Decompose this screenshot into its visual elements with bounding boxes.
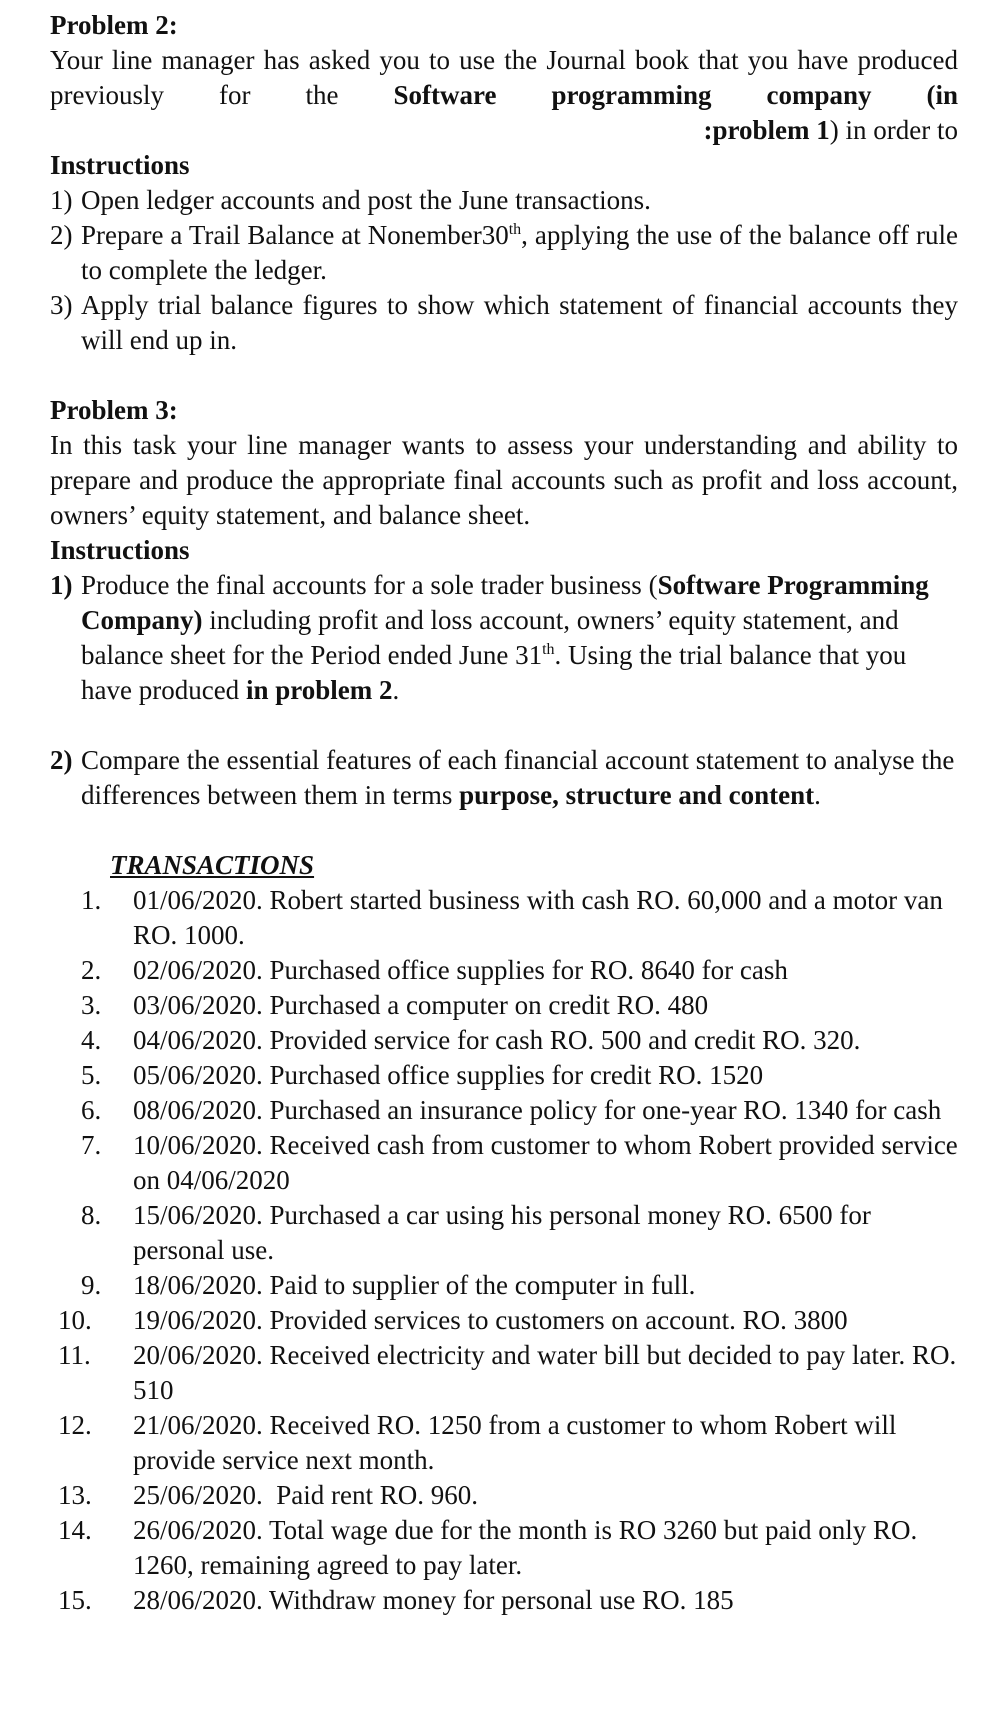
transaction-text: 01/06/2020. Robert started business with cash RO. 60,000 and a motor van RO. 1000. — [133, 885, 943, 950]
transaction-text: 02/06/2020. Purchased office supplies for RO. 8640 for cash — [133, 955, 788, 985]
instruction-text-4: . — [392, 675, 400, 705]
transaction-item — [81, 1023, 958, 1058]
instruction-number: 2) — [50, 220, 73, 250]
transactions-title: TRANSACTIONS — [110, 850, 315, 880]
transaction-item — [58, 1583, 958, 1618]
instruction-text: Produce the final accounts for a sole trader business ( — [81, 570, 658, 600]
transaction-text: 28/06/2020. Withdraw money for personal use RO. 185 — [133, 1585, 734, 1615]
transaction-item — [58, 1513, 958, 1583]
transaction-text: 03/06/2020. Purchased a computer on credit RO. 480 — [133, 990, 709, 1020]
transaction-number: 12. — [58, 1410, 92, 1440]
transaction-text: 26/06/2020. Total wage due for the month is RO 3260 but paid only RO. 1260, remaining agreed to pay later. — [133, 1515, 918, 1580]
transaction-item — [81, 1198, 958, 1268]
problem2-intro-bold-2: :problem 1 — [703, 115, 830, 145]
problem3-instructions-list-2 — [50, 743, 958, 813]
transaction-number: 9. — [81, 1270, 102, 1300]
transaction-item — [81, 953, 958, 988]
transaction-text: 10/06/2020. Received cash from customer to whom Robert provided service on 04/06/2020 — [133, 1130, 958, 1195]
transaction-number: 14. — [58, 1515, 92, 1545]
transaction-item — [58, 1408, 958, 1478]
instruction-number: 1) — [50, 185, 73, 215]
problem2-intro — [50, 43, 958, 113]
problem2-heading: Problem 2: — [50, 10, 178, 40]
transaction-item — [58, 1303, 958, 1338]
instruction-text: Compare the essential features of each financial account statement to analyse the differences between them in terms — [81, 745, 955, 810]
transaction-item — [81, 883, 958, 953]
transaction-number: 2. — [81, 955, 102, 985]
transaction-item — [81, 1093, 958, 1128]
transaction-item — [58, 1338, 958, 1408]
instruction-item — [50, 568, 958, 708]
problem2-intro-cont — [50, 113, 958, 148]
instruction-bold: purpose, structure and content — [459, 780, 815, 810]
instruction-sup: th — [508, 221, 522, 238]
instruction-bold: Software Programming Company) — [81, 570, 929, 635]
transaction-number: 1. — [81, 885, 102, 915]
transaction-number: 7. — [81, 1130, 102, 1160]
problem2-intro-text: Your line manager has asked you to use the Journal book that you have produced previously for the — [50, 45, 958, 110]
transaction-item — [81, 1128, 958, 1198]
instruction-sup: th — [542, 641, 555, 658]
transaction-text: 21/06/2020. Received RO. 1250 from a customer to whom Robert will provide service next month. — [133, 1410, 897, 1475]
problem2-instructions-list — [50, 183, 958, 358]
instruction-number: 2) — [50, 745, 73, 775]
instruction-item — [50, 743, 958, 813]
transaction-number: 3. — [81, 990, 102, 1020]
problem2-intro-end: ) in order to — [829, 115, 958, 145]
problem2-intro-bold: Software programming company (in — [393, 80, 958, 110]
instruction-text-2: . — [814, 780, 821, 810]
problem3-heading: Problem 3: — [50, 395, 178, 425]
instruction-text: Prepare a Trail Balance at Nonember30 — [81, 220, 509, 250]
transaction-number: 15. — [58, 1585, 92, 1615]
transaction-text: 25/06/2020. Paid rent RO. 960. — [133, 1480, 478, 1510]
instruction-text: Open ledger accounts and post the June transactions. — [81, 185, 651, 215]
transaction-text: 19/06/2020. Provided services to customers on account. RO. 3800 — [133, 1305, 848, 1335]
transaction-text: 18/06/2020. Paid to supplier of the computer in full. — [133, 1270, 696, 1300]
instruction-text: Apply trial balance figures to show which statement of financial accounts they will end up in. — [81, 290, 958, 355]
transaction-number: 10. — [58, 1305, 92, 1335]
transaction-item — [81, 988, 958, 1023]
transaction-number: 4. — [81, 1025, 102, 1055]
transaction-number: 6. — [81, 1095, 102, 1125]
instruction-text-2: , applying the use of the balance off rule to complete the ledger. — [81, 220, 958, 285]
problem3-intro: In this task your line manager wants to assess your understanding and ability to prepare and produce the appropriate final accounts such as profit and loss account, owners’ equity statement, and balance sheet. — [50, 430, 958, 530]
instruction-text-3: . Using the trial balance that you have produced — [81, 640, 907, 705]
transaction-number: 13. — [58, 1480, 92, 1510]
transaction-text: 04/06/2020. Provided service for cash RO. 500 and credit RO. 320. — [133, 1025, 861, 1055]
problem2-instructions-heading: Instructions — [50, 150, 190, 180]
transaction-text: 20/06/2020. Received electricity and water bill but decided to pay later. RO. 510 — [133, 1340, 957, 1405]
transaction-item — [81, 1058, 958, 1093]
transaction-number: 8. — [81, 1200, 102, 1230]
transaction-number: 11. — [58, 1340, 91, 1370]
instruction-number: 3) — [50, 290, 73, 320]
instruction-number: 1) — [50, 570, 73, 600]
instruction-item — [50, 218, 958, 288]
transaction-text: 05/06/2020. Purchased office supplies for credit RO. 1520 — [133, 1060, 764, 1090]
problem3-instructions-list — [50, 568, 958, 708]
instruction-item — [50, 288, 958, 358]
instruction-bold-2: in problem 2 — [245, 675, 393, 705]
transaction-text: 15/06/2020. Purchased a car using his personal money RO. 6500 for personal use. — [133, 1200, 871, 1265]
transaction-text: 08/06/2020. Purchased an insurance policy for one-year RO. 1340 for cash — [133, 1095, 942, 1125]
transaction-item — [81, 1268, 958, 1303]
transactions-list — [50, 883, 958, 1618]
transaction-number: 5. — [81, 1060, 102, 1090]
transaction-item — [58, 1478, 958, 1513]
problem3-instructions-heading: Instructions — [50, 535, 190, 565]
instruction-text-2: including profit and loss account, owners’ equity statement, and balance sheet for the Period ended June 31 — [81, 605, 899, 670]
instruction-item — [50, 183, 958, 218]
